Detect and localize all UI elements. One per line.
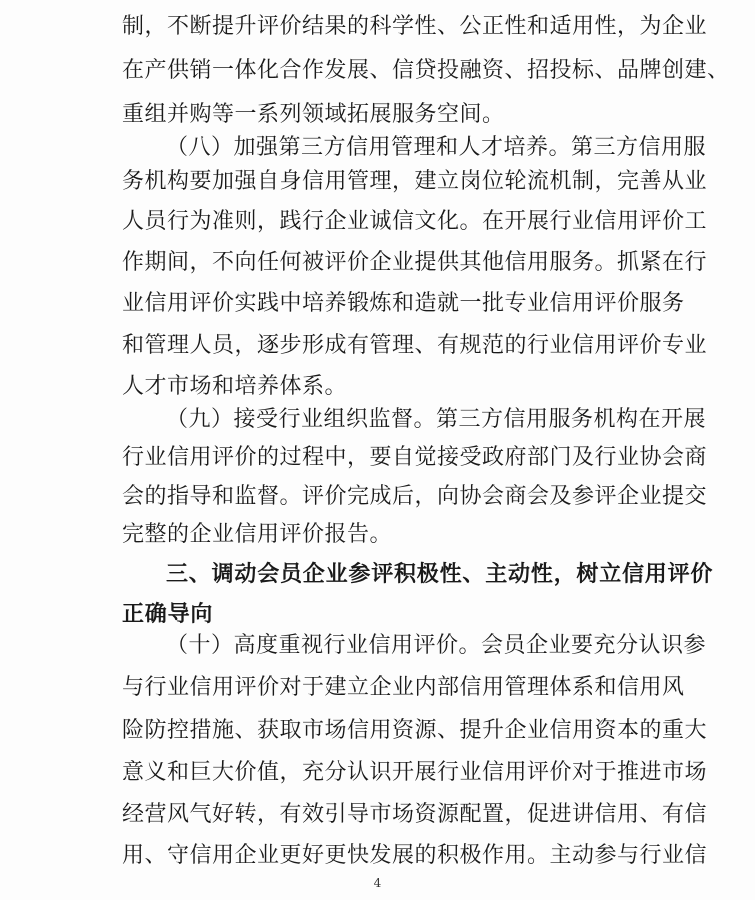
text-line: 人员行为准则，践行企业诚信文化。在开展行业信用评价工 (122, 209, 708, 234)
paragraph-9-start: （九）接受行业组织监督。第三方信用服务机构在开展 (166, 407, 707, 432)
text-line: 务机构要加强自身信用管理，建立岗位轮流机制，完善从业 (122, 169, 708, 194)
text-line: 制，不断提升评价结果的科学性、公正性和适用性，为企业 (122, 14, 708, 39)
text-line: 完整的企业信用评价报告。 (122, 522, 393, 547)
text-line: 重组并购等一系列领域拓展服务空间。 (122, 102, 505, 127)
paragraph-8-start: （八）加强第三方信用管理和人才培养。第三方信用服 (166, 135, 707, 160)
text-line: 业信用评价实践中培养锻炼和造就一批专业信用评价服务 (122, 291, 685, 316)
text-line: 在产供销一体化合作发展、信贷投融资、招投标、品牌创建、 (122, 58, 730, 83)
page-number: 4 (373, 876, 382, 890)
text-line: 经营风气好转，有效引导市场资源配置，促进讲信用、有信 (122, 802, 708, 827)
text-line: 行业信用评价的过程中，要自觉接受政府部门及行业协会商 (122, 445, 708, 470)
text-line: 险防控措施、获取市场信用资源、提升企业信用资本的重大 (122, 718, 708, 743)
section-heading: 三、调动会员企业参评积极性、主动性，树立信用评价 (166, 562, 714, 587)
paragraph-10-start: （十）高度重视行业信用评价。会员企业要充分认识参 (166, 633, 707, 658)
text-line: 与行业信用评价对于建立企业内部信用管理体系和信用风 (122, 675, 685, 700)
text-line: 和管理人员，逐步形成有管理、有规范的行业信用评价专业 (122, 333, 708, 358)
text-line: 意义和巨大价值，充分认识开展行业信用评价对于推进市场 (122, 760, 708, 785)
text-line: 作期间，不向任何被评价企业提供其他信用服务。抓紧在行 (122, 250, 708, 275)
text-line: 人才市场和培养体系。 (122, 374, 348, 399)
text-line: 用、守信用企业更好更快发展的积极作用。主动参与行业信 (122, 843, 708, 868)
text-line: 会的指导和监督。评价完成后，向协会商会及参评企业提交 (122, 484, 708, 509)
section-heading-continued: 正确导向 (122, 602, 214, 627)
